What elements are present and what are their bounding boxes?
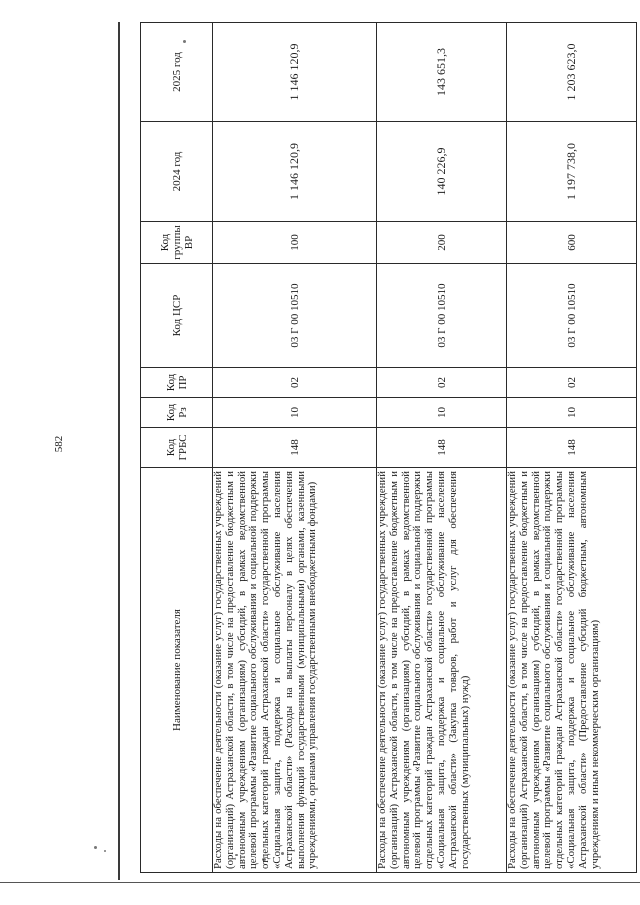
header-csr: Код ЦСР: [141, 264, 213, 368]
row-2025: 1 146 120,9: [213, 23, 377, 122]
margin-line: [118, 22, 120, 880]
page-number: 582: [53, 435, 65, 453]
table-row: [377, 23, 507, 873]
row-grbs: 148: [507, 428, 637, 468]
row-pr: 02: [377, 368, 507, 398]
row-2024: 140 226,9: [377, 122, 507, 222]
row-grbs: 148: [213, 428, 377, 468]
row-2024: 1 197 738,0: [507, 122, 637, 222]
row-csr: 03 Г 00 10510: [377, 264, 507, 368]
header-pr: Код ПР: [141, 368, 213, 398]
row-name: Расходы на обеспечение деятельности (оказание услуг) государственных учреждений (организаций) Астраханской области, в том числе на предоставление бюджетным и автономным учреждениям (организациям) субсидий, в рамках ведомственной целевой программы «Развитие социального обслуживания и социальной поддержки отдельных категорий граждан Астраханской области» государственной программы «Социальная защита, поддержка и социальное обслуживание населения Астраханской области» (Закупка товаров, работ и услуг для обеспечения государственных (муниципальных) нужд): [377, 468, 507, 873]
header-row: [141, 23, 213, 873]
table-row: [507, 23, 637, 873]
budget-table-container: [140, 23, 636, 873]
row-2025: 143 651,3: [377, 23, 507, 122]
row-csr: 03 Г 00 10510: [213, 264, 377, 368]
row-name: Расходы на обеспечение деятельности (оказание услуг) государственных учреждений (организаций) Астраханской области, в том числе на предоставление бюджетным и автономным учреждениям (организациям) субсидий, в рамках ведомственной целевой программы «Развитие социального обслуживания и социальной поддержки отдельных категорий граждан Астраханской области» государственной программы «Социальная защита, поддержка и социальное обслуживание населения Астраханской области» (Предоставление субсидий бюджетным, автономным учреждениям и иным некоммерческим организациям): [507, 468, 637, 873]
header-vr: Код группы ВР: [141, 222, 213, 264]
row-vr: 600: [507, 222, 637, 264]
row-csr: 03 Г 00 10510: [507, 264, 637, 368]
row-rz: 10: [213, 398, 377, 428]
header-rz: Код Рз: [141, 398, 213, 428]
header-name: Наименование показателя: [141, 468, 213, 873]
row-pr: 02: [507, 368, 637, 398]
row-rz: 10: [507, 398, 637, 428]
row-2025: 1 203 623,0: [507, 23, 637, 122]
scan-speck: [104, 850, 106, 852]
header-grbs: Код ГРБС: [141, 428, 213, 468]
row-grbs: 148: [377, 428, 507, 468]
header-2024: 2024 год: [141, 122, 213, 222]
header-2025: 2025 год: [141, 23, 213, 122]
row-vr: 200: [377, 222, 507, 264]
scan-speck: [94, 846, 97, 849]
scan-edge-line: [0, 882, 640, 883]
row-vr: 100: [213, 222, 377, 264]
row-name: Расходы на обеспечение деятельности (оказание услуг) государственных учреждений (организаций) Астраханской области, в том числе на предоставление бюджетным и автономным учреждениям (организациям) субсидий, в рамках ведомственной целевой программы «Развитие социального обслуживания и социальной поддержки отдельных категорий граждан Астраханской области» государственной программы «Социальная защита, поддержка и социальное обслуживание населения Астраханской области» (Расходы на выплаты персоналу в целях обеспечения выполнения функций государственными (муниципальными) органами, казенными учреждениями, органами управления государственными внебюджетными фондами): [213, 468, 377, 873]
row-rz: 10: [377, 398, 507, 428]
budget-table: [140, 22, 637, 873]
row-pr: 02: [213, 368, 377, 398]
row-2024: 1 146 120,9: [213, 122, 377, 222]
table-row: [213, 23, 377, 873]
